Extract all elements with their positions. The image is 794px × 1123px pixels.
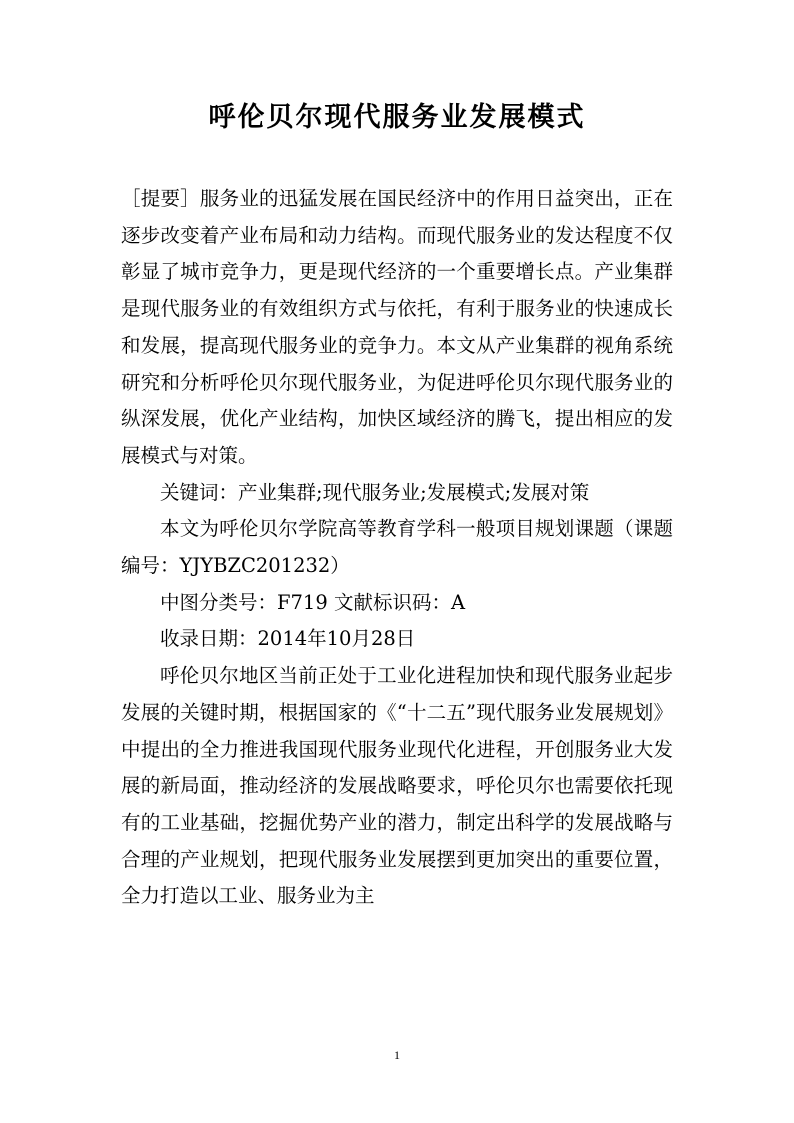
funding-note: 本文为呼伦贝尔学院高等教育学科一般项目规划课题（课题编号：YJYBZC201232）: [121, 517, 673, 578]
classification-line: 中图分类号：F719 文献标识码：A: [160, 590, 466, 614]
received-date-line: 收录日期：2014年10月28日: [160, 627, 416, 651]
page-number: 1: [394, 1048, 400, 1062]
body-paragraph: 呼伦贝尔地区当前正处于工业化进程加快和现代服务业起步发展的关键时期，根据国家的《“十二五”现代服务业发展规划》中提出的全力推进我国现代服务业现代化进程，开创服务业大发展的新局面，推动经济的发展战略要求，呼伦贝尔也需要依托现有的工业基础，挖掘优势产业的潜力，制定出科学的发展战略与合理的产业规划，把现代服务业发展摆到更加突出的重要位置，全力打造以工业、服务业为主: [121, 664, 673, 908]
keywords-line: 关键词：产业集群;现代服务业;发展模式;发展对策: [160, 480, 590, 504]
document-body: [121, 181, 673, 915]
document-title: 呼伦贝尔现代服务业发展模式: [208, 102, 586, 133]
abstract-paragraph: ［提要］服务业的迅猛发展在国民经济中的作用日益突出，正在逐步改变着产业布局和动力结构。而现代服务业的发达程度不仅彰显了城市竞争力，更是现代经济的一个重要增长点。产业集群是现代服务业的有效组织方式与依托，有利于服务业的快速成长和发展，提高现代服务业的竞争力。本文从产业集群的视角系统研究和分析呼伦贝尔现代服务业，为促进呼伦贝尔现代服务业的纵深发展，优化产业结构，加快区域经济的腾飞，提出相应的发展模式与对策。: [121, 187, 673, 467]
